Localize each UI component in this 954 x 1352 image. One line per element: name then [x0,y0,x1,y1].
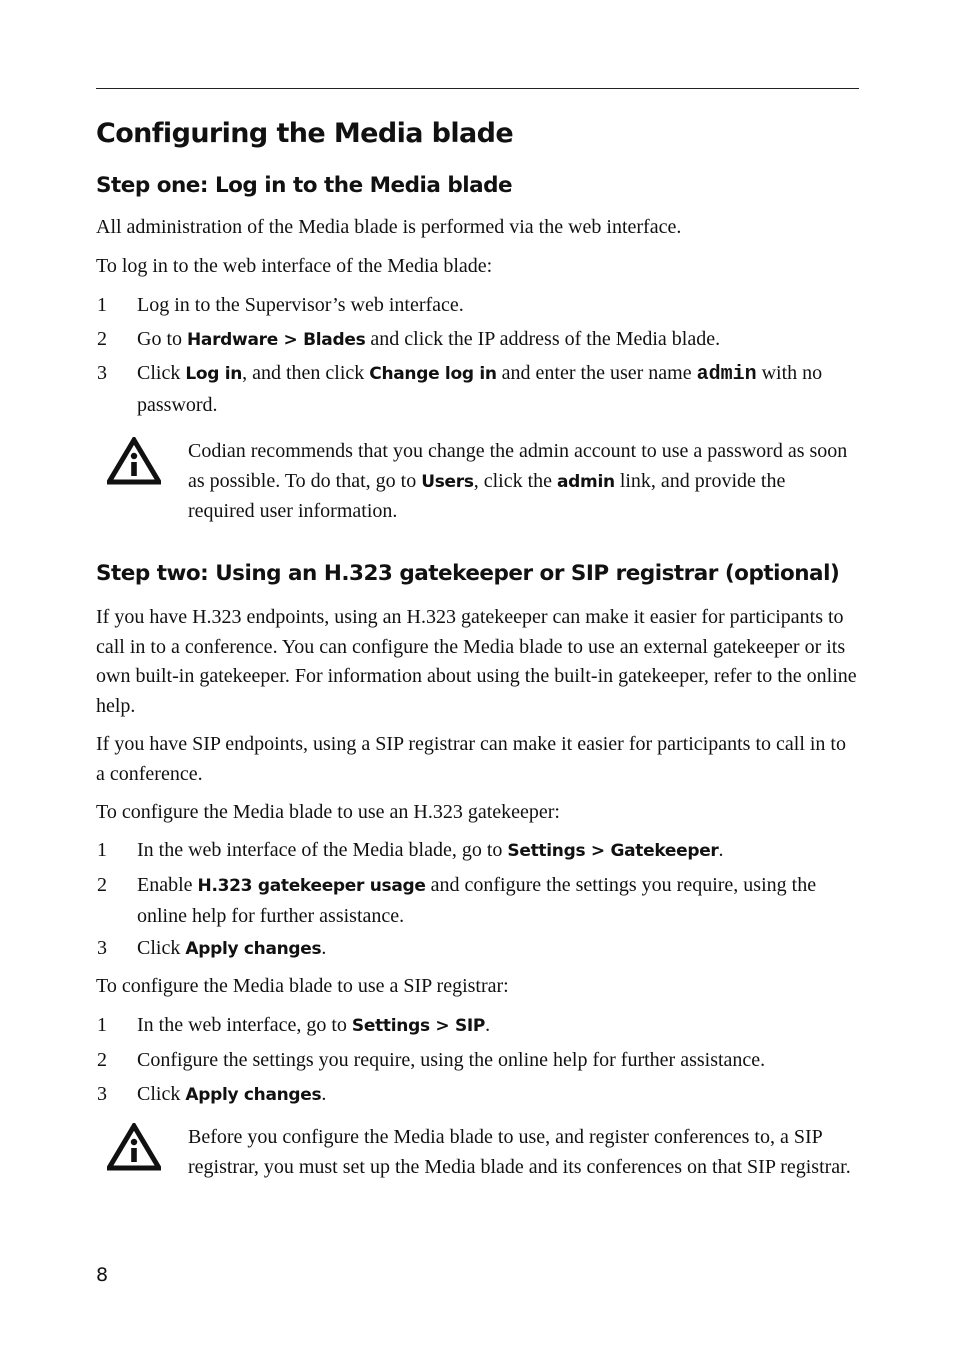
ui-label: Log in [185,364,243,384]
list-number: 2 [97,1049,107,1071]
note-text: Codian recommends that you change the admin account to use a password as soon as possible. To do that, go to Users, click the admin link, and provide the required user information. [188,440,848,522]
list-number: 1 [97,294,107,316]
list-text: Log in to the Supervisor’s web interface. [137,294,464,316]
list-text: Configure the settings you require, using the online help for further assistance. [137,1049,766,1071]
note-text: Before you configure the Media blade to use, and register conferences to, a SIP registrar, you must set up the Media blade and its conferences on that SIP registrar. [188,1126,851,1178]
list-number: 1 [97,839,107,861]
gatekeeper-intro: To configure the Media blade to use an H.323 gatekeeper: [96,801,560,823]
ui-label: Users [421,471,474,492]
list-number: 2 [97,874,107,896]
list-text: In the web interface, go to Settings > SIP. [137,1014,491,1036]
menu-path: Settings > SIP [351,1016,486,1036]
step-one-login-intro: To log in to the web interface of the Media blade: [96,255,493,277]
sip-intro: To configure the Media blade to use a SIP registrar: [96,975,509,997]
list-number: 3 [97,937,107,959]
warning-triangle-icon [107,437,161,485]
page-number: 8 [96,1264,109,1286]
ui-label: Change log in [369,364,497,384]
warning-triangle-icon [107,1123,161,1171]
list-number: 1 [97,1014,107,1036]
ui-label: Apply changes [185,1085,322,1105]
list-text: Click Apply changes. [137,937,327,959]
list-number: 3 [97,1083,107,1105]
menu-path: Hardware > Blades [187,330,366,350]
code-username: admin [696,363,757,386]
ui-label: Apply changes [185,939,322,959]
list-text: Enable H.323 gatekeeper usage and configure the settings you require, using the online help for further assistance. [137,874,817,927]
step-one-heading: Step one: Log in to the Media blade [96,173,513,198]
list-text: Go to Hardware > Blades and click the IP address of the Media blade. [137,328,721,350]
page-title: Configuring the Media blade [96,118,514,149]
header-rule [96,88,859,89]
document-page [96,0,859,1352]
ui-label: H.323 gatekeeper usage [197,876,426,896]
menu-path: Settings > Gatekeeper [507,841,719,861]
list-text: In the web interface of the Media blade, go to Settings > Gatekeeper. [137,839,724,861]
step-one-intro: All administration of the Media blade is performed via the web interface. [96,216,682,238]
step-two-heading: Step two: Using an H.323 gatekeeper or SIP registrar (optional) [96,561,840,586]
list-number: 3 [97,362,107,384]
list-number: 2 [97,328,107,350]
ui-label: admin [557,471,615,492]
step-two-sip-paragraph: If you have SIP endpoints, using a SIP registrar can make it easier for participants to call in to a conference. [96,733,846,785]
list-text: Click Apply changes. [137,1083,327,1105]
list-text: Click Log in, and then click Change log in and enter the user name admin with no password. [137,362,823,416]
step-two-gatekeeper-paragraph: If you have H.323 endpoints, using an H.323 gatekeeper can make it easier for participants to call in to a conference. You can configure the Media blade to use an external gatekeeper or its own built-in gatekeeper. For information about using the built-in gatekeeper, refer to the online help. [96,606,857,717]
